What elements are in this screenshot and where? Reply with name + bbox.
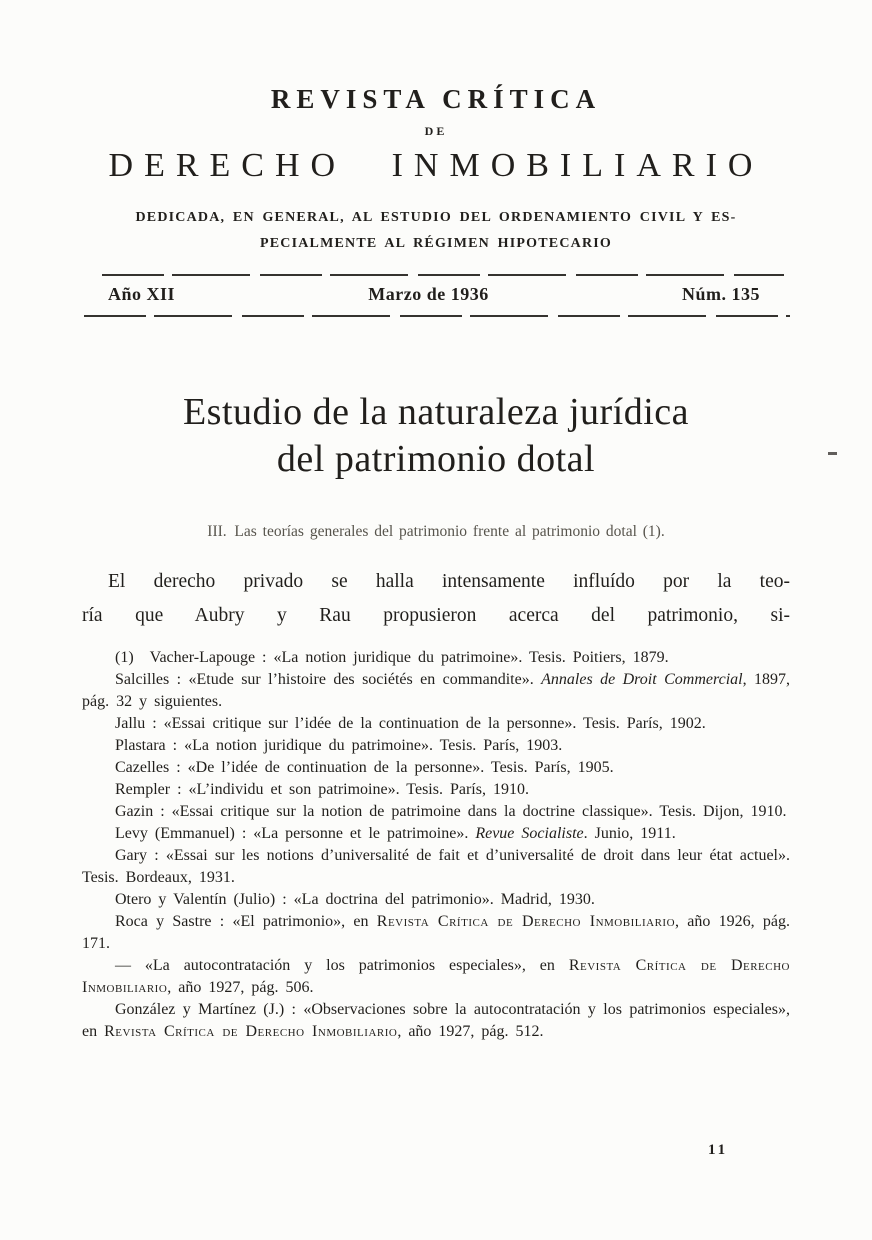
journal-dedication	[82, 205, 790, 257]
footnote-text-run: Rempler : «L’individu et son patrimoine». Tesis. París, 1910.	[115, 781, 529, 798]
footnote-text-run: Cazelles : «De l’idée de continuation de la personne». Tesis. París, 1905.	[115, 759, 614, 776]
footnote-entry	[82, 647, 790, 669]
footnote-text-run: Revue Socialiste	[475, 825, 584, 842]
footnote-entry	[82, 911, 790, 955]
footnote-text-run: (1) Vacher-Lapouge : «La notion juridique du patrimoine». Tesis. Poitiers, 1879.	[115, 649, 669, 666]
rule-bottom	[84, 315, 790, 317]
footnote-text-run: , año 1927, pág. 512.	[397, 1023, 544, 1040]
footnote-entry	[82, 845, 790, 889]
article-title-line1: Estudio de la naturaleza jurídica	[182, 391, 690, 433]
footnote-text-run: Gary : «Essai sur les notions d’universalité de fait et d’universalité de droit dans leur état actuel». Tesis. Bordeaux, 1931.	[82, 847, 790, 886]
footnote-entry	[82, 823, 790, 845]
footnote-entry	[82, 669, 790, 713]
section-heading: III. Las teorías generales del patrimonio frente al patrimonio dotal (1).	[207, 523, 665, 540]
footnote-text-run: Revista Crítica de Derecho Inmobiliario	[82, 957, 791, 996]
footnote-entry	[82, 713, 790, 735]
footnote-entry	[82, 757, 790, 779]
footnote-entry	[82, 889, 790, 911]
journal-title-line2: DERECHO INMOBILIARIO	[108, 147, 764, 184]
journal-title-line1: REVISTA CRÍTICA	[270, 84, 602, 114]
footnote-text-run: Levy (Emmanuel) : «La personne et le patrimoine».	[115, 825, 476, 842]
footnotes-block	[82, 647, 790, 1043]
footnote-text-run: Annales de Droit Commercial	[541, 671, 743, 688]
footnote-entry	[82, 999, 790, 1043]
footnote-text-run: Otero y Valentín (Julio) : «La doctrina del patrimonio». Madrid, 1930.	[115, 891, 595, 908]
footnote-entry	[82, 735, 790, 757]
footnote-entry	[82, 779, 790, 801]
dedication-line1: DEDICADA, EN GENERAL, AL ESTUDIO DEL ORDENAMIENTO CIVIL Y ES-	[135, 210, 737, 225]
issue-row	[82, 276, 790, 315]
footnote-text-run: González y Martínez (J.) : «Observaciones sobre la autocontratación y los patrimonios especiales», en	[82, 1001, 790, 1040]
dedication-line2: PECIALMENTE AL RÉGIMEN HIPOTECARIO	[259, 236, 612, 251]
scan-artifact-dash	[828, 452, 837, 455]
footnote-text-run: Gazin : «Essai critique sur la notion de patrimoine dans la doctrine classique». Tesis. Dijon, 1910.	[115, 803, 787, 820]
body-line1: El derecho privado se halla intensamente influído por la teo-	[108, 571, 790, 592]
footnote-text-run: . Junio, 1911.	[583, 825, 676, 842]
body-line2: ría que Aubry y Rau propusieron acerca del patrimonio, si-	[82, 604, 790, 626]
footnote-text-run: Salcilles : «Etude sur l’histoire des sociétés en commandite».	[115, 671, 542, 688]
footnote-text-run: — «La autocontratación y los patrimonios especiales», en	[115, 957, 569, 974]
footnote-entry	[82, 955, 790, 999]
issue-number: Núm. 135	[681, 284, 760, 304]
footnote-text-run: Revista Crítica de Derecho Inmobiliario	[104, 1023, 398, 1040]
body-paragraph	[82, 565, 790, 632]
journal-title-connector: DE	[424, 124, 448, 138]
footnote-text-run: Roca y Sastre : «El patrimonio», en	[115, 913, 377, 930]
footnote-text-run: Revista Crítica de Derecho Inmobiliario	[376, 913, 676, 930]
footnote-text-run: , año 1926, pág. 171.	[82, 913, 791, 952]
issue-year: Año XII	[108, 284, 176, 304]
footnote-text-run: , 1897, pág. 32 y siguientes.	[82, 671, 791, 710]
footnote-entry	[82, 801, 790, 823]
issue-bar	[82, 274, 790, 317]
masthead	[82, 84, 790, 257]
article	[82, 389, 790, 1043]
footnote-text-run: Plastara : «La notion juridique du patrimoine». Tesis. París, 1903.	[115, 737, 563, 754]
article-title	[82, 389, 790, 483]
footnote-text-run: , año 1927, pág. 506.	[167, 979, 314, 996]
article-title-line2: del patrimonio dotal	[276, 438, 596, 480]
issue-date: Marzo de 1936	[368, 284, 489, 304]
footnote-text-run: Jallu : «Essai critique sur l’idée de la continuation de la personne». Tesis. París, 1902.	[115, 715, 706, 732]
page-number: 11	[708, 1142, 729, 1158]
